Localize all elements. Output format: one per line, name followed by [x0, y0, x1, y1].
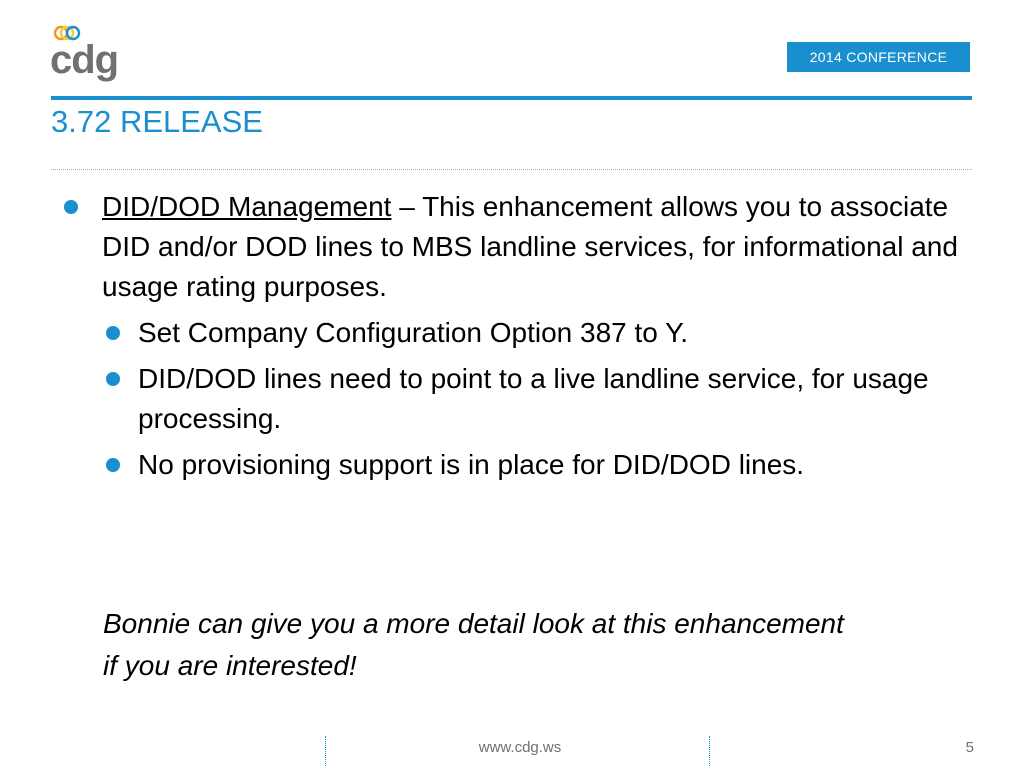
slide-title: 3.72 RELEASE	[51, 104, 263, 139]
bullet-dot-icon	[106, 372, 120, 386]
title-divider	[51, 169, 972, 170]
footer-separator-right	[709, 736, 710, 766]
closing-note: Bonnie can give you a more detail look at this enhancement if you are interested!	[103, 608, 844, 681]
sub-bullet-text: No provisioning support is in place for DID/DOD lines.	[138, 449, 805, 480]
slide-content	[60, 187, 960, 485]
sub-bullet-live-landline	[60, 359, 960, 439]
bullet-dot-icon	[64, 200, 78, 214]
page-number: 5	[965, 739, 974, 756]
bullet-did-dod-management	[60, 187, 960, 307]
bullet-dot-icon	[106, 458, 120, 472]
title-rule	[51, 96, 972, 100]
footer-url: www.cdg.ws	[478, 739, 562, 756]
logo-text: cdg	[50, 38, 119, 82]
sub-bullet-text: Set Company Configuration Option 387 to Y.	[138, 317, 688, 348]
sub-bullet-no-provisioning	[60, 445, 960, 485]
sub-bullet-text: DID/DOD lines need to point to a live landline service, for usage processing.	[138, 363, 929, 434]
bullet-text: – This enhancement allows you to associate DID and/or DOD lines to MBS landline services, for informational and usage rating purposes.	[102, 191, 958, 302]
footer-separator-left	[325, 736, 326, 766]
bullet-heading: DID/DOD Management	[102, 191, 392, 222]
sub-bullet-config-option	[60, 313, 960, 353]
cdg-logo	[50, 22, 120, 82]
bullet-dot-icon	[106, 326, 120, 340]
conference-badge: 2014 CONFERENCE	[787, 42, 970, 72]
